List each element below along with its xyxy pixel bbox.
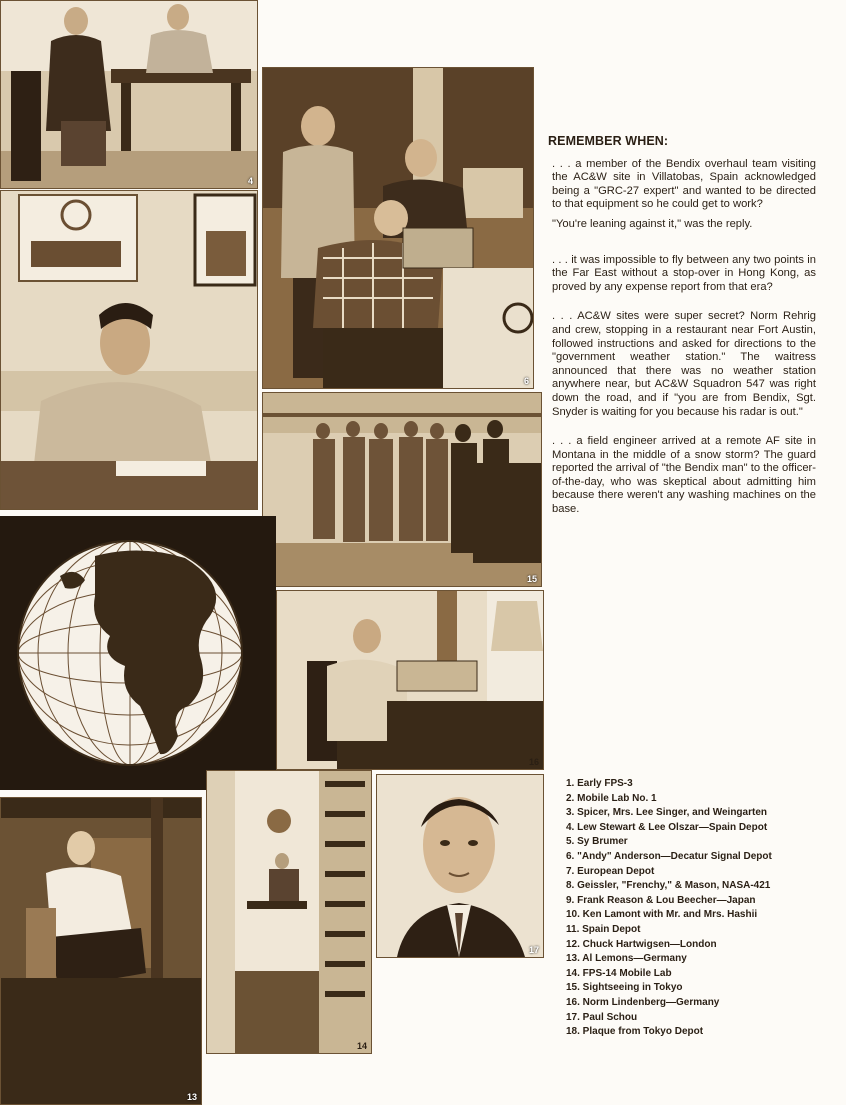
caption-item: 13. Al Lemons—Germany xyxy=(566,953,687,965)
caption-item: 11. Spain Depot xyxy=(566,923,641,935)
story-paragraph: . . . it was impossible to fly between any two points in the Far East without a stop-over in Hong Kong, as proved by any expense report from that era? xyxy=(552,253,816,293)
remember-when-story xyxy=(548,135,816,523)
photo-man-on-phone xyxy=(0,190,258,510)
photo-number: 13 xyxy=(186,1092,197,1102)
caption-item: 4. Lew Stewart & Lee Olszar—Spain Depot xyxy=(566,821,768,833)
story-paragraph: . . . a field engineer arrived at a remote AF site in Montana in the middle of a snow storm? The guard reported the arrival of "the Bendix man" to the officer-of-the-day, who was skeptical about admitting him because there weren't any washing machines on the base. xyxy=(552,435,816,516)
caption-item: 9. Frank Reason & Lou Beecher—Japan xyxy=(566,894,756,906)
caption-item: 7. European Depot xyxy=(566,865,655,877)
photo-number: 4 xyxy=(247,176,253,186)
photo-4-spain-depot xyxy=(0,0,258,189)
caption-item: 8. Geissler, "Frenchy," & Mason, NASA-421 xyxy=(566,880,771,892)
photo-number: 15 xyxy=(526,574,537,584)
story-paragraph: "You're leaning against it," was the reply. xyxy=(552,217,753,230)
caption-item: 3. Spicer, Mrs. Lee Singer, and Weingarten xyxy=(566,807,767,819)
caption-item: 2. Mobile Lab No. 1 xyxy=(566,792,657,804)
photo-17-paul-schou xyxy=(376,774,544,958)
caption-item: 1. Early FPS-3 xyxy=(566,778,633,789)
photo-number: 17 xyxy=(528,945,539,955)
caption-item: 14. FPS-14 Mobile Lab xyxy=(566,967,672,979)
photo-6-decatur-signal-depot xyxy=(262,67,534,389)
caption-item: 16. Norm Lindenberg—Germany xyxy=(566,996,720,1008)
caption-item: 17. Paul Schou xyxy=(566,1011,638,1023)
photo-caption-list xyxy=(566,777,826,1040)
story-paragraph: . . . a member of the Bendix overhaul team visiting the AC&W site in Villatobas, Spain acknowledged being a "GRC-27 expert" and wanted to be directed to that equipment so he could get to work? xyxy=(552,157,816,211)
photo-globe xyxy=(0,516,276,790)
caption-item: 18. Plaque from Tokyo Depot xyxy=(566,1026,704,1038)
story-paragraph: . . . AC&W sites were super secret? Norm Rehrig and crew, stopping in a restaurant near Fort Austin, followed instructions and asked for directions to the "government weather station." The waitress announced that there was no weather station anywhere near, but AC&W Squadron 547 was right down the road, and if "you are from Bendix, Sgt. Snyder is waiting for you because his radar is out." xyxy=(552,310,816,418)
photo-number: 16 xyxy=(528,757,539,767)
story-heading: REMEMBER WHEN: xyxy=(548,134,669,148)
caption-item: 5. Sy Brumer xyxy=(566,836,628,848)
caption-item: 15. Sightseeing in Tokyo xyxy=(566,982,683,994)
caption-item: 12. Chuck Hartwigsen—London xyxy=(566,938,717,950)
photo-14-fps-14-mobile-lab xyxy=(206,770,372,1054)
caption-item: 10. Ken Lamont with Mr. and Mrs. Hashii xyxy=(566,909,758,921)
photo-number: 6 xyxy=(523,376,529,386)
caption-item: 6. "Andy" Anderson—Decatur Signal Depot xyxy=(566,850,772,862)
photo-13-al-lemons xyxy=(0,797,202,1105)
photo-15-sightseeing-tokyo xyxy=(262,392,542,587)
photo-16-norm-lindenberg xyxy=(276,590,544,770)
photo-number: 14 xyxy=(356,1041,367,1051)
